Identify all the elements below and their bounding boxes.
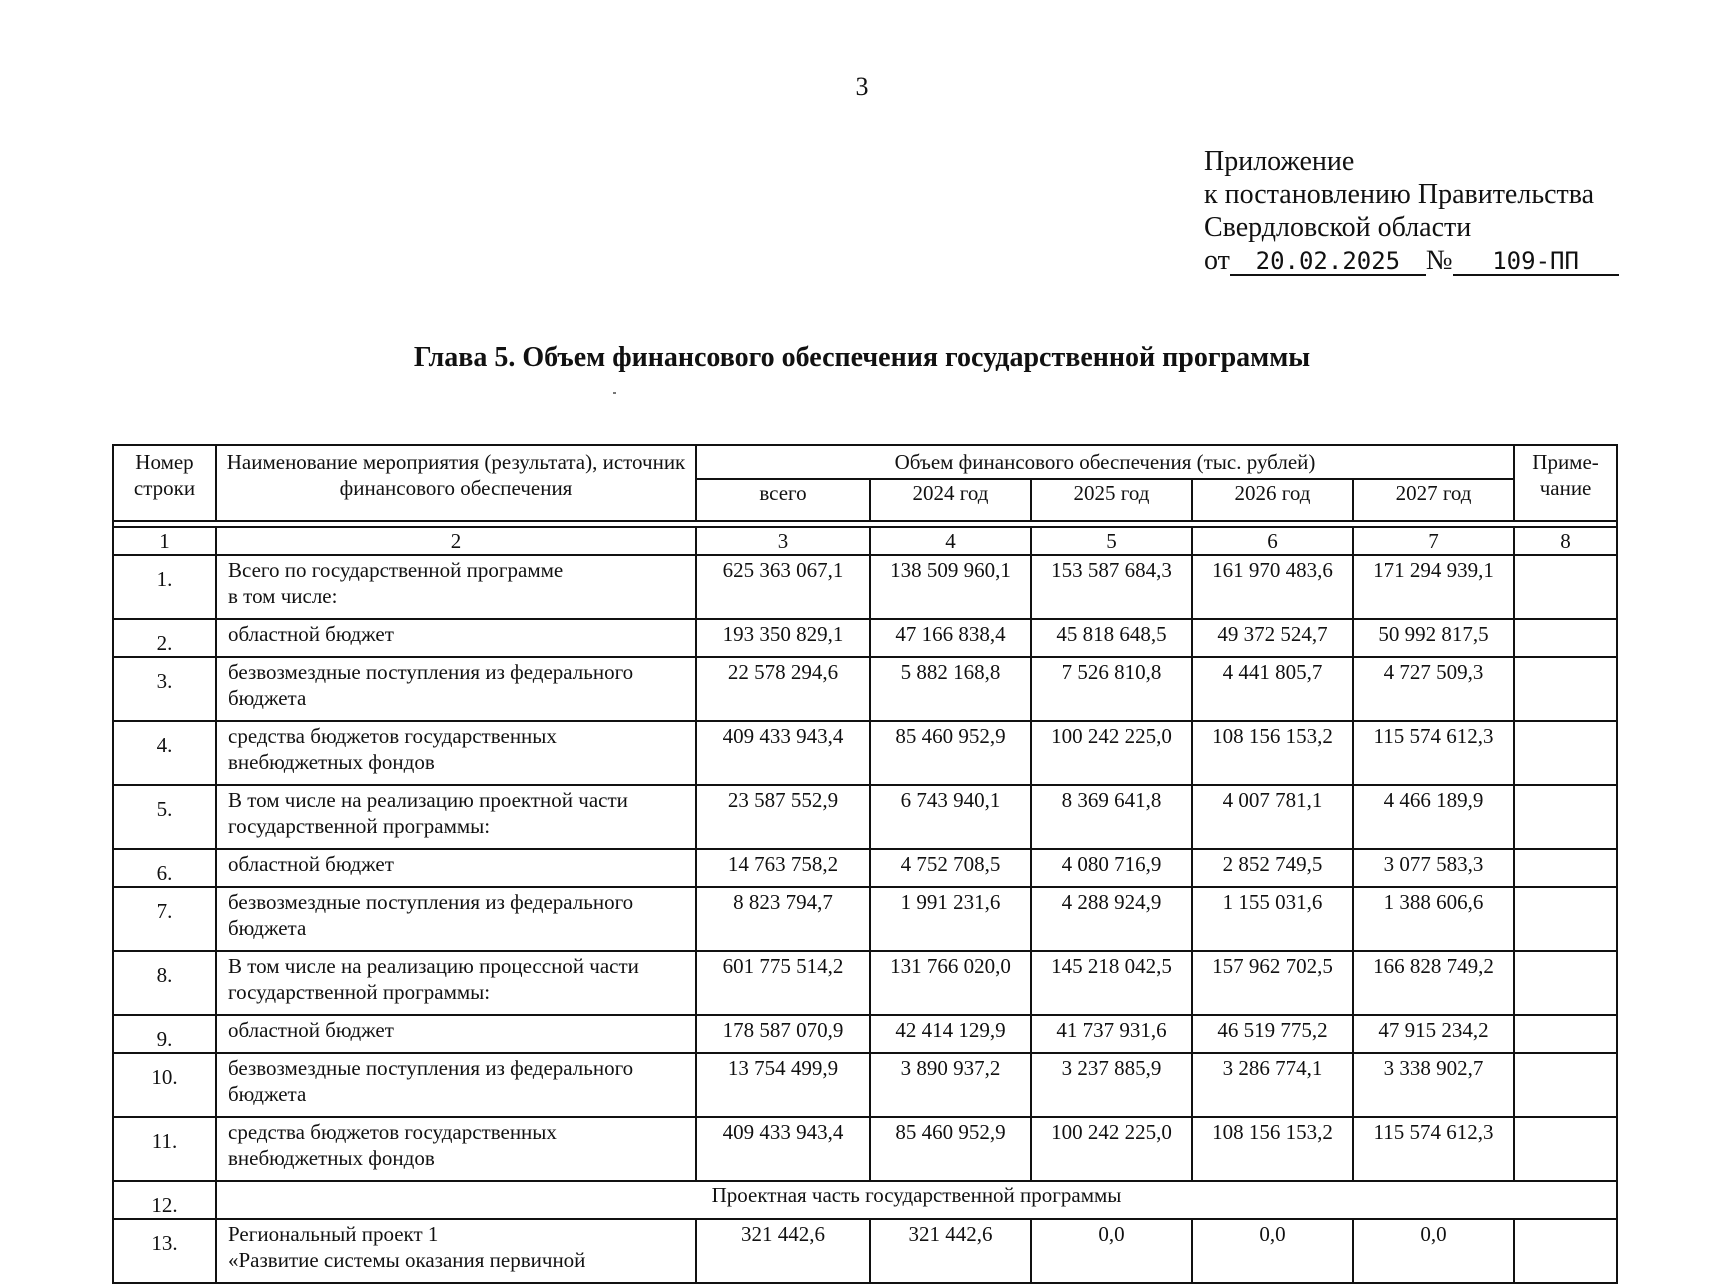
value-cell-y2024: 1 991 231,6 (870, 887, 1031, 951)
value-cell-y2026: 4 441 805,7 (1192, 657, 1353, 721)
value-cell-y2026: 46 519 775,2 (1192, 1015, 1353, 1053)
value-cell-total: 321 442,6 (696, 1219, 870, 1283)
header-2024: 2024 год (870, 479, 1031, 521)
table-row (113, 619, 1617, 657)
table-row (113, 849, 1617, 887)
row-name: областной бюджет (216, 1015, 696, 1053)
value-cell-y2024: 3 890 937,2 (870, 1053, 1031, 1117)
row-number: 5. (113, 785, 216, 849)
column-number: 2 (216, 527, 696, 555)
table-row (113, 1117, 1617, 1181)
appendix-line-2: к постановлению Правительства (1204, 179, 1595, 210)
chapter-title: Глава 5. Объем финансового обеспечения государственной программы (413, 342, 1311, 373)
value-cell-total: 601 775 514,2 (696, 951, 870, 1015)
appendix-line-1: Приложение (1204, 146, 1355, 177)
value-cell-y2026: 2 852 749,5 (1192, 849, 1353, 887)
column-number: 4 (870, 527, 1031, 555)
header-2026: 2026 год (1192, 479, 1353, 521)
value-cell-y2024: 4 752 708,5 (870, 849, 1031, 887)
row-name: безвозмездные поступления из федерального бюджета (216, 657, 696, 721)
value-cell-y2025: 4 080 716,9 (1031, 849, 1192, 887)
row-name: областной бюджет (216, 849, 696, 887)
page-number: 3 (855, 72, 869, 101)
value-cell-y2025: 100 242 225,0 (1031, 721, 1192, 785)
appendix-date-line (1204, 244, 1619, 277)
row-name: безвозмездные поступления из федерального бюджета (216, 1053, 696, 1117)
header-volume: Объем финансового обеспечения (тыс. рублей) (696, 445, 1514, 479)
row-number: 6. (113, 849, 216, 887)
value-cell-y2024: 138 509 960,1 (870, 555, 1031, 619)
row-number: 13. (113, 1219, 216, 1283)
value-cell-total: 13 754 499,9 (696, 1053, 870, 1117)
value-cell-total: 193 350 829,1 (696, 619, 870, 657)
note-cell (1514, 951, 1617, 1015)
value-cell-total: 8 823 794,7 (696, 887, 870, 951)
value-cell-y2024: 42 414 129,9 (870, 1015, 1031, 1053)
value-cell-total: 625 363 067,1 (696, 555, 870, 619)
value-cell-y2027: 115 574 612,3 (1353, 721, 1514, 785)
row-number: 9. (113, 1015, 216, 1053)
table-row (113, 721, 1617, 785)
value-cell-y2026: 1 155 031,6 (1192, 887, 1353, 951)
value-cell-y2025: 145 218 042,5 (1031, 951, 1192, 1015)
value-cell-y2025: 100 242 225,0 (1031, 1117, 1192, 1181)
table-row (113, 657, 1617, 721)
table-row (113, 887, 1617, 951)
note-cell (1514, 785, 1617, 849)
financing-table (112, 444, 1618, 1284)
row-number: 3. (113, 657, 216, 721)
row-name: средства бюджетов государственных внебюджетных фондов (216, 1117, 696, 1181)
note-cell (1514, 721, 1617, 785)
header-2025: 2025 год (1031, 479, 1192, 521)
row-name: областной бюджет (216, 619, 696, 657)
table-row (113, 1181, 1617, 1219)
section-heading: Проектная часть государственной программы (216, 1181, 1617, 1219)
column-number: 5 (1031, 527, 1192, 555)
note-cell (1514, 1117, 1617, 1181)
table-row (113, 555, 1617, 619)
row-name: Всего по государственной программе в том числе: (216, 555, 696, 619)
note-cell (1514, 657, 1617, 721)
appendix-block (1204, 145, 1619, 277)
column-number: 1 (113, 527, 216, 555)
value-cell-y2024: 47 166 838,4 (870, 619, 1031, 657)
row-name: безвозмездные поступления из федерального бюджета (216, 887, 696, 951)
row-number: 4. (113, 721, 216, 785)
header-total: всего (696, 479, 870, 521)
column-number-row (113, 527, 1617, 555)
row-name: В том числе на реализацию проектной части государственной программы: (216, 785, 696, 849)
value-cell-y2026: 3 286 774,1 (1192, 1053, 1353, 1117)
appendix-line-3: Свердловской области (1204, 212, 1472, 243)
value-cell-y2025: 4 288 924,9 (1031, 887, 1192, 951)
table-row (113, 1015, 1617, 1053)
note-cell (1514, 619, 1617, 657)
value-cell-y2026: 108 156 153,2 (1192, 1117, 1353, 1181)
value-cell-y2027: 115 574 612,3 (1353, 1117, 1514, 1181)
value-cell-y2027: 166 828 749,2 (1353, 951, 1514, 1015)
value-cell-total: 178 587 070,9 (696, 1015, 870, 1053)
value-cell-total: 409 433 943,4 (696, 1117, 870, 1181)
note-cell (1514, 1219, 1617, 1283)
row-name: средства бюджетов государственных внебюджетных фондов (216, 721, 696, 785)
column-number: 8 (1514, 527, 1617, 555)
row-name: Региональный проект 1 «Развитие системы оказания первичной (216, 1219, 696, 1283)
column-number: 3 (696, 527, 870, 555)
row-name: В том числе на реализацию процессной части государственной программы: (216, 951, 696, 1015)
table-row (113, 1219, 1617, 1283)
value-cell-y2026: 161 970 483,6 (1192, 555, 1353, 619)
row-number: 8. (113, 951, 216, 1015)
value-cell-total: 14 763 758,2 (696, 849, 870, 887)
row-number: 10. (113, 1053, 216, 1117)
value-cell-y2027: 4 727 509,3 (1353, 657, 1514, 721)
number-field (1453, 244, 1619, 276)
header-note: Приме- чание (1514, 445, 1617, 521)
value-cell-y2025: 45 818 648,5 (1031, 619, 1192, 657)
table-row (113, 951, 1617, 1015)
date-prefix: от (1204, 245, 1230, 276)
row-number: 2. (113, 619, 216, 657)
value-cell-y2025: 8 369 641,8 (1031, 785, 1192, 849)
value-cell-y2027: 4 466 189,9 (1353, 785, 1514, 849)
number-prefix: № (1425, 245, 1453, 276)
row-number: 12. (113, 1181, 216, 1219)
note-cell (1514, 849, 1617, 887)
value-cell-y2024: 5 882 168,8 (870, 657, 1031, 721)
value-cell-y2025: 0,0 (1031, 1219, 1192, 1283)
scan-speck (613, 392, 616, 394)
table-row (113, 1053, 1617, 1117)
table-row (113, 785, 1617, 849)
value-cell-y2027: 0,0 (1353, 1219, 1514, 1283)
row-number: 11. (113, 1117, 216, 1181)
value-cell-y2027: 171 294 939,1 (1353, 555, 1514, 619)
note-cell (1514, 555, 1617, 619)
header-2027: 2027 год (1353, 479, 1514, 521)
value-cell-total: 23 587 552,9 (696, 785, 870, 849)
value-cell-y2026: 0,0 (1192, 1219, 1353, 1283)
date-field (1230, 244, 1426, 276)
header-row-number: Номер строки (113, 445, 216, 521)
value-cell-total: 22 578 294,6 (696, 657, 870, 721)
value-cell-y2027: 50 992 817,5 (1353, 619, 1514, 657)
note-cell (1514, 887, 1617, 951)
value-cell-y2026: 4 007 781,1 (1192, 785, 1353, 849)
column-number: 6 (1192, 527, 1353, 555)
value-cell-y2025: 3 237 885,9 (1031, 1053, 1192, 1117)
note-cell (1514, 1053, 1617, 1117)
value-cell-total: 409 433 943,4 (696, 721, 870, 785)
number-value: 109-ПП (1492, 247, 1579, 275)
row-number: 7. (113, 887, 216, 951)
value-cell-y2024: 85 460 952,9 (870, 721, 1031, 785)
column-number: 7 (1353, 527, 1514, 555)
value-cell-y2024: 6 743 940,1 (870, 785, 1031, 849)
value-cell-y2025: 7 526 810,8 (1031, 657, 1192, 721)
value-cell-y2024: 85 460 952,9 (870, 1117, 1031, 1181)
value-cell-y2025: 153 587 684,3 (1031, 555, 1192, 619)
date-value: 20.02.2025 (1255, 247, 1401, 275)
value-cell-y2027: 1 388 606,6 (1353, 887, 1514, 951)
header-name: Наименование мероприятия (результата), источник финансового обеспечения (216, 445, 696, 521)
value-cell-y2027: 47 915 234,2 (1353, 1015, 1514, 1053)
value-cell-y2026: 157 962 702,5 (1192, 951, 1353, 1015)
value-cell-y2027: 3 338 902,7 (1353, 1053, 1514, 1117)
row-number: 1. (113, 555, 216, 619)
value-cell-y2026: 108 156 153,2 (1192, 721, 1353, 785)
value-cell-y2024: 321 442,6 (870, 1219, 1031, 1283)
value-cell-y2024: 131 766 020,0 (870, 951, 1031, 1015)
value-cell-y2027: 3 077 583,3 (1353, 849, 1514, 887)
note-cell (1514, 1015, 1617, 1053)
value-cell-y2026: 49 372 524,7 (1192, 619, 1353, 657)
value-cell-y2025: 41 737 931,6 (1031, 1015, 1192, 1053)
